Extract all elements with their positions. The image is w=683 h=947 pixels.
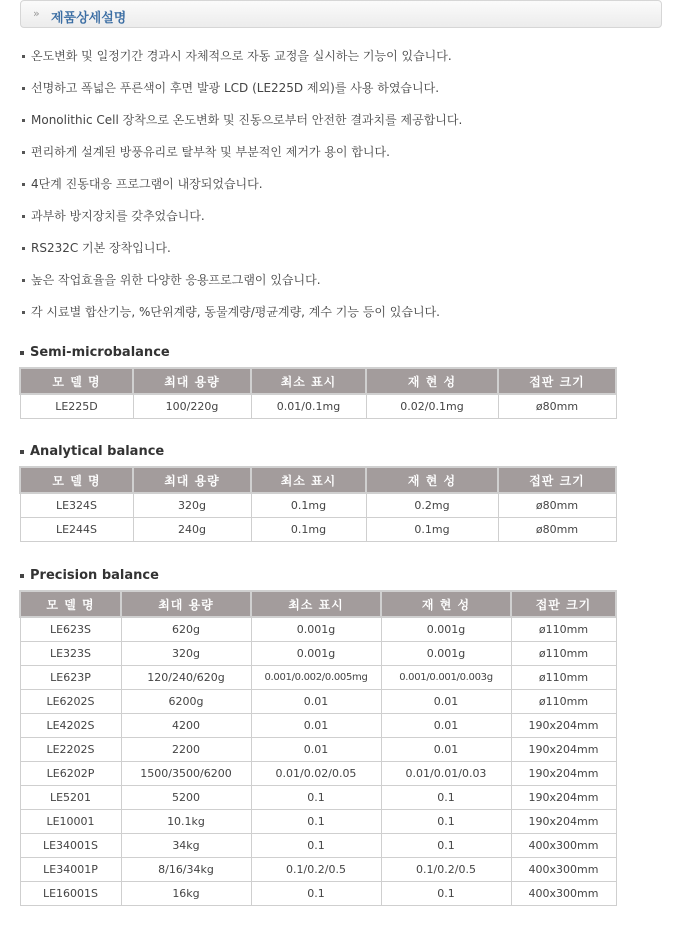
table-cell: 190x204mm (511, 762, 616, 786)
column-header: 최소 표시 (251, 467, 366, 493)
column-header: 재 현 성 (366, 368, 498, 394)
table-row (20, 666, 616, 690)
table-cell: 0.1/0.2/0.5 (251, 858, 381, 882)
table-cell: 0.001/0.002/0.005mg (251, 666, 381, 690)
column-header: 최소 표시 (251, 368, 366, 394)
section-title-semi-micro: Semi-microbalance (20, 345, 170, 360)
table-cell: 240g (133, 518, 251, 542)
table-cell: 0.1 (381, 834, 511, 858)
table-cell: LE623P (20, 666, 121, 690)
table-cell: ø80mm (498, 518, 616, 542)
table-cell: 0.01/0.02/0.05 (251, 762, 381, 786)
bullet-icon (22, 247, 25, 250)
table-cell: ø80mm (498, 394, 616, 419)
table-cell: 0.02/0.1mg (366, 394, 498, 419)
bullet-icon (22, 151, 25, 154)
table-cell: 120/240/620g (121, 666, 251, 690)
column-header: 모 델 명 (20, 368, 133, 394)
table-cell: 0.01/0.1mg (251, 394, 366, 419)
table-row (20, 858, 616, 882)
table-cell: 0.01/0.01/0.03 (381, 762, 511, 786)
bullet-icon (22, 119, 25, 122)
table-cell: 0.1 (381, 786, 511, 810)
table-cell: 0.2mg (366, 493, 498, 518)
section-header (20, 0, 662, 28)
table-cell: LE10001 (20, 810, 121, 834)
table-cell: 0.01 (251, 690, 381, 714)
chevron-right-icon: » (33, 7, 40, 20)
table-row (20, 493, 616, 518)
square-bullet-icon (20, 351, 24, 355)
table-cell: 0.001/0.001/0.003g (381, 666, 511, 690)
table-cell: 0.1 (251, 810, 381, 834)
bullet-icon (22, 55, 25, 58)
list-item: 온도변화 및 일정기간 경과시 자체적으로 자동 교정을 실시하는 기능이 있습니다. (22, 40, 662, 72)
column-header: 최대 용량 (133, 467, 251, 493)
table-cell: 16kg (121, 882, 251, 906)
table-cell: 0.1mg (251, 518, 366, 542)
table-cell: LE6202P (20, 762, 121, 786)
list-item: 선명하고 폭넓은 푸른색이 후면 발광 LCD (LE225D 제외)를 사용 하였습니다. (22, 72, 662, 104)
table-cell: 190x204mm (511, 714, 616, 738)
table-cell: LE323S (20, 642, 121, 666)
column-header: 최대 용량 (133, 368, 251, 394)
square-bullet-icon (20, 574, 24, 578)
table-row (20, 882, 616, 906)
table-cell: 0.1 (381, 882, 511, 906)
table-cell: ø110mm (511, 690, 616, 714)
page-title: 제품상세설명 (51, 11, 127, 26)
list-item: 높은 작업효율을 위한 다양한 응용프로그램이 있습니다. (22, 264, 662, 296)
table-row (20, 617, 616, 642)
table-cell: 0.01 (381, 714, 511, 738)
section-title-precision: Precision balance (20, 568, 159, 583)
section-title-analytical: Analytical balance (20, 444, 164, 459)
table-cell: LE16001S (20, 882, 121, 906)
table-cell: 0.01 (381, 690, 511, 714)
table-cell: 620g (121, 617, 251, 642)
table-cell: 0.01 (381, 738, 511, 762)
table-cell: 0.001g (381, 642, 511, 666)
table-cell: 2200 (121, 738, 251, 762)
table-cell: 0.1/0.2/0.5 (381, 858, 511, 882)
list-item: Monolithic Cell 장착으로 온도변화 및 진동으로부터 안전한 결과치를 제공합니다. (22, 104, 662, 136)
table-cell: 190x204mm (511, 810, 616, 834)
column-header: 접판 크기 (498, 368, 616, 394)
bullet-icon (22, 311, 25, 314)
table-cell: 100/220g (133, 394, 251, 419)
table-cell: 0.001g (251, 642, 381, 666)
list-item: 편리하게 설계된 방풍유리로 탈부착 및 부분적인 제거가 용이 합니다. (22, 136, 662, 168)
spec-table-semi-micro (19, 367, 617, 419)
bullet-icon (22, 215, 25, 218)
table-row (20, 810, 616, 834)
table-cell: 320g (133, 493, 251, 518)
table-row (20, 642, 616, 666)
table-cell: LE244S (20, 518, 133, 542)
table-cell: 5200 (121, 786, 251, 810)
table-row (20, 834, 616, 858)
table-cell: 0.1mg (251, 493, 366, 518)
table-cell: ø110mm (511, 642, 616, 666)
table-cell: 0.1 (251, 882, 381, 906)
table-row (20, 690, 616, 714)
table-cell: 0.1 (251, 786, 381, 810)
table-cell: LE4202S (20, 714, 121, 738)
column-header: 모 델 명 (20, 591, 121, 617)
table-cell: 320g (121, 642, 251, 666)
table-cell: 0.01 (251, 738, 381, 762)
table-row (20, 714, 616, 738)
table-cell: 0.001g (251, 617, 381, 642)
column-header: 최소 표시 (251, 591, 381, 617)
column-header: 최대 용량 (121, 591, 251, 617)
table-cell: 190x204mm (511, 738, 616, 762)
column-header: 모 델 명 (20, 467, 133, 493)
column-header: 접판 크기 (498, 467, 616, 493)
table-cell: 4200 (121, 714, 251, 738)
table-cell: LE324S (20, 493, 133, 518)
table-cell: 0.1mg (366, 518, 498, 542)
table-cell: 8/16/34kg (121, 858, 251, 882)
table-cell: 10.1kg (121, 810, 251, 834)
square-bullet-icon (20, 450, 24, 454)
table-row (20, 738, 616, 762)
table-cell: 0.1 (251, 834, 381, 858)
table-cell: LE2202S (20, 738, 121, 762)
list-item: RS232C 기본 장착입니다. (22, 232, 662, 264)
table-cell: LE6202S (20, 690, 121, 714)
table-cell: 400x300mm (511, 834, 616, 858)
table-cell: LE34001P (20, 858, 121, 882)
table-cell: 190x204mm (511, 786, 616, 810)
table-cell: 0.1 (381, 810, 511, 834)
table-row (20, 394, 616, 419)
table-row (20, 786, 616, 810)
feature-list (22, 40, 662, 328)
table-cell: LE34001S (20, 834, 121, 858)
spec-table-precision (19, 590, 617, 906)
table-cell: 34kg (121, 834, 251, 858)
table-cell: 1500/3500/6200 (121, 762, 251, 786)
table-cell: LE225D (20, 394, 133, 419)
bullet-icon (22, 279, 25, 282)
table-cell: 400x300mm (511, 882, 616, 906)
table-cell: 0.001g (381, 617, 511, 642)
bullet-icon (22, 87, 25, 90)
list-item: 4단계 진동대응 프로그램이 내장되었습니다. (22, 168, 662, 200)
table-row (20, 762, 616, 786)
table-cell: LE623S (20, 617, 121, 642)
spec-table-analytical (19, 466, 617, 542)
table-cell: ø80mm (498, 493, 616, 518)
column-header: 접판 크기 (511, 591, 616, 617)
table-cell: 400x300mm (511, 858, 616, 882)
table-cell: 0.01 (251, 714, 381, 738)
table-cell: ø110mm (511, 617, 616, 642)
list-item: 각 시료별 합산기능, %단위계량, 동물계량/평균계량, 계수 기능 등이 있습니다. (22, 296, 662, 328)
list-item: 과부하 방지장치를 갖추었습니다. (22, 200, 662, 232)
table-cell: LE5201 (20, 786, 121, 810)
table-cell: ø110mm (511, 666, 616, 690)
table-cell: 6200g (121, 690, 251, 714)
column-header: 재 현 성 (381, 591, 511, 617)
table-row (20, 518, 616, 542)
bullet-icon (22, 183, 25, 186)
column-header: 재 현 성 (366, 467, 498, 493)
